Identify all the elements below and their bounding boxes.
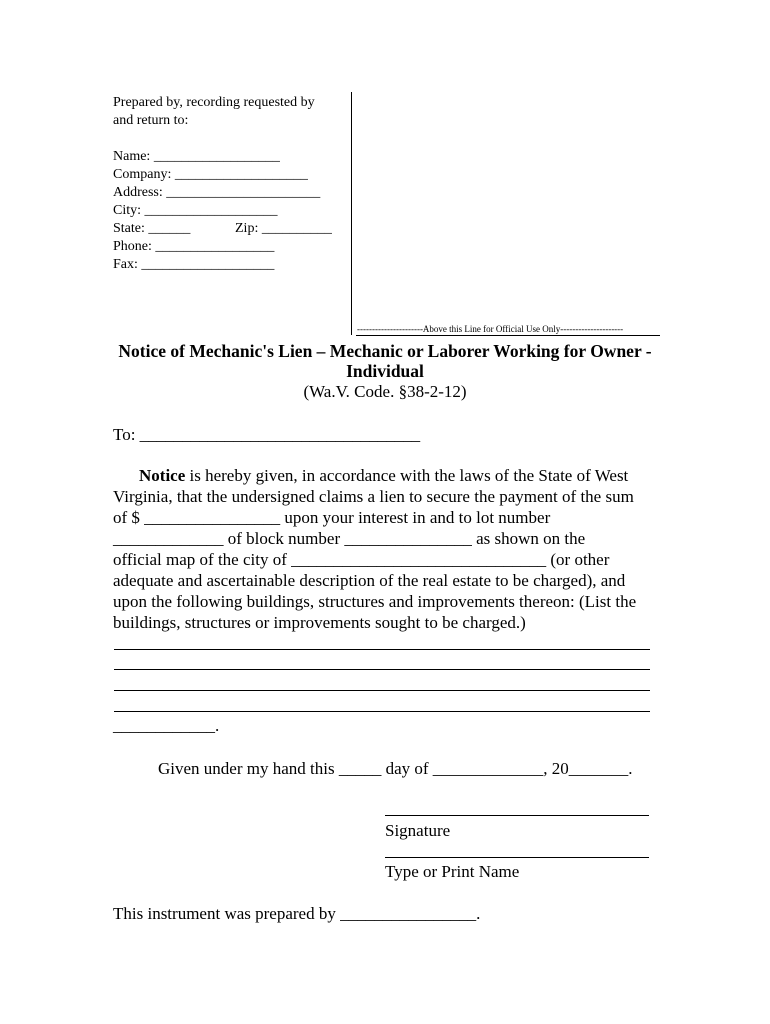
improvements-blank-line-4[interactable] [114, 711, 650, 712]
phone-field[interactable]: Phone: _________________ [113, 239, 275, 254]
prepared-by-label: Prepared by, recording requested by [113, 95, 315, 110]
official-use-label: ----------------------Above this Line for Official Use Only--------------------- [357, 324, 624, 334]
zip-field[interactable]: Zip: __________ [235, 221, 332, 236]
official-use-divider-horizontal [356, 335, 660, 336]
official-use-divider-vertical [351, 92, 352, 335]
document-title-line2: Individual [346, 361, 424, 381]
signature-line[interactable] [385, 815, 649, 816]
given-date-line[interactable]: Given under my hand this _____ day of _____________, 20_______. [158, 759, 633, 778]
notice-line-1-text: is hereby given, in accordance with the laws of the State of West [185, 466, 629, 485]
improvements-blank-line-3[interactable] [114, 690, 650, 691]
prepared-by-line[interactable]: This instrument was prepared by ________________. [113, 904, 481, 923]
print-name-line[interactable] [385, 857, 649, 858]
notice-bold-word: Notice [139, 466, 186, 485]
improvements-blank-line-5[interactable]: ____________. [113, 716, 220, 735]
notice-line-4[interactable]: _____________ of block number _______________ as shown on the [113, 529, 586, 548]
notice-line-5[interactable]: official map of the city of ______________________________ (or other [113, 550, 610, 569]
company-field[interactable]: Company: ___________________ [113, 167, 308, 182]
city-field[interactable]: City: ___________________ [113, 203, 278, 218]
notice-line-2: Virginia, that the undersigned claims a lien to secure the payment of the sum [113, 487, 634, 506]
signature-label: Signature [385, 821, 451, 840]
to-field[interactable]: To: _________________________________ [113, 425, 421, 444]
improvements-blank-line-1[interactable] [114, 649, 650, 650]
return-to-label: and return to: [113, 113, 189, 128]
name-field[interactable]: Name: __________________ [113, 149, 280, 164]
notice-line-7: upon the following buildings, structures and improvements thereon: (List the [113, 592, 637, 611]
print-name-label: Type or Print Name [385, 862, 520, 881]
notice-line-8: buildings, structures or improvements sought to be charged.) [113, 613, 526, 632]
notice-line-6: adequate and ascertainable description of the real estate to be charged), and [113, 571, 626, 590]
state-field[interactable]: State: ______ [113, 221, 191, 236]
notice-line-1 [139, 465, 628, 486]
document-title-line1: Notice of Mechanic's Lien – Mechanic or Laborer Working for Owner - [118, 341, 652, 361]
address-field[interactable]: Address: ______________________ [113, 185, 321, 200]
improvements-blank-line-2[interactable] [114, 669, 650, 670]
statute-citation: (Wa.V. Code. §38-2-12) [303, 382, 467, 401]
notice-line-3[interactable]: of $ ________________ upon your interest in and to lot number [113, 508, 551, 527]
fax-field[interactable]: Fax: ___________________ [113, 257, 275, 272]
